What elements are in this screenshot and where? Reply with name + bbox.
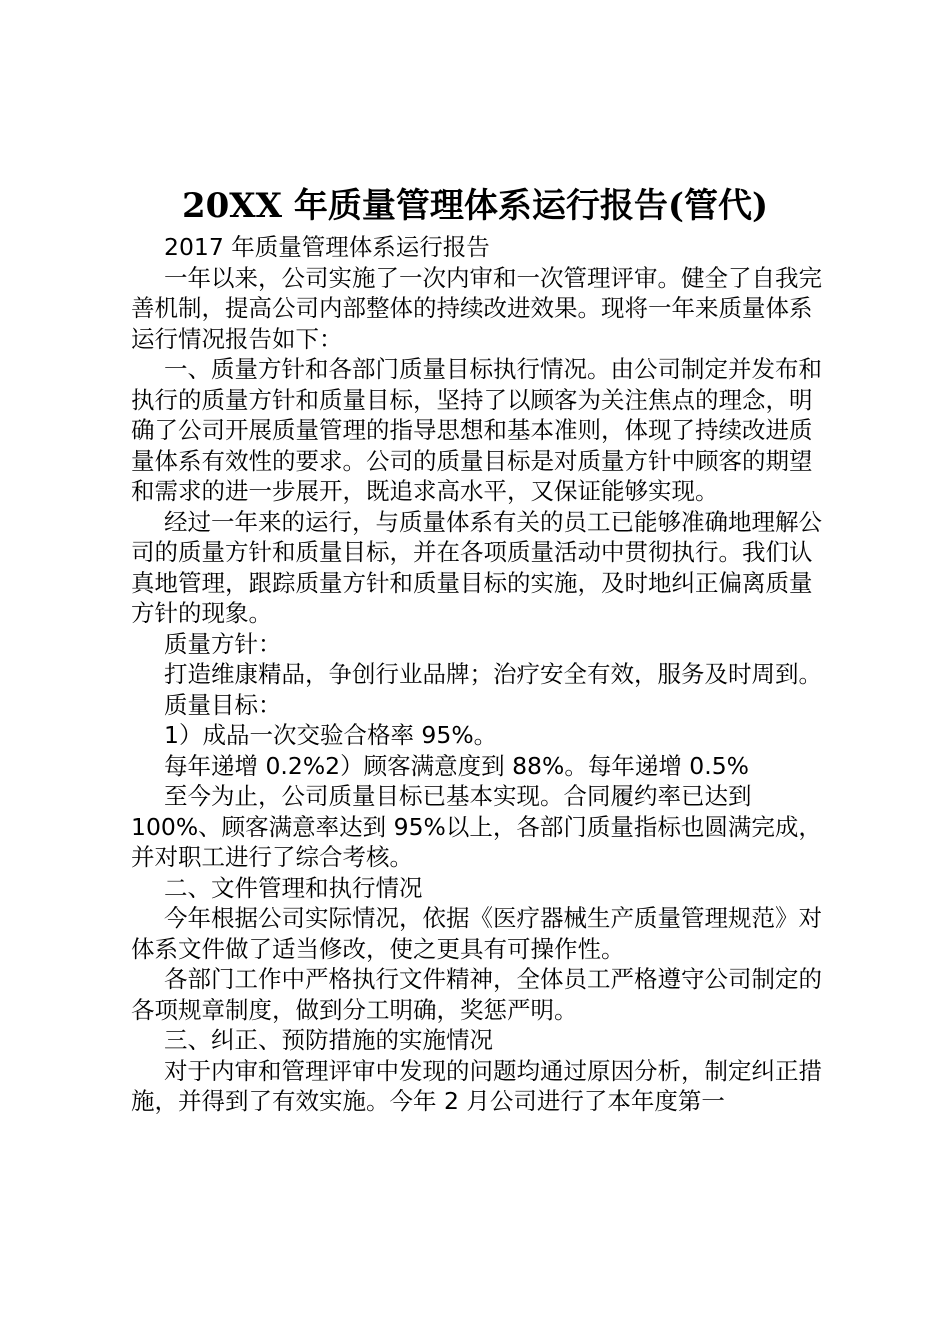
paragraph: 至今为止，公司质量目标已基本实现。合同履约率已达到 100%、顾客满意率达到 95%以上，各部门质量指标也圆满完成，并对职工进行了综合考核。 <box>131 782 822 871</box>
paragraph: 各部门工作中严格执行文件精神，全体员工严格遵守公司制定的各项规章制度，做到分工明确，奖惩严明。 <box>131 965 822 1024</box>
paragraph-intro: 一年以来，公司实施了一次内审和一次管理评审。健全了自我完善机制，提高公司内部整体的持续改进效果。现将一年来质量体系运行情况报告如下： <box>131 263 822 353</box>
paragraph-section-2: 二、文件管理和执行情况 <box>164 873 423 902</box>
paragraph-goal-2: 每年递增 0.2%2）顾客满意度到 88%。每年递增 0.5% <box>164 751 749 780</box>
paragraph-policy: 打造维康精品，争创行业品牌；治疗安全有效，服务及时周到。 <box>164 660 822 688</box>
paragraph: 经过一年来的运行，与质量体系有关的员工已能够准确地理解公司的质量方针和质量目标，并在各项质量活动中贯彻执行。我们认真地管理，跟踪质量方针和质量目标的实施，及时地纠正偏离质量方针的现象。 <box>131 507 822 627</box>
paragraph: 今年根据公司实际情况，依据《医疗器械生产质量管理规范》对体系文件做了适当修改，使之更具有可操作性。 <box>131 904 822 963</box>
paragraph-policy-heading: 质量方针： <box>164 629 282 658</box>
document-title: 20XX 年质量管理体系运行报告(管代) <box>181 186 769 226</box>
paragraph-goals-heading: 质量目标： <box>164 690 282 719</box>
paragraph-goal-1: 1）成品一次交验合格率 95%。 <box>164 721 498 749</box>
document-body <box>131 232 831 1117</box>
paragraph-subtitle: 2017 年质量管理体系运行报告 <box>164 233 490 261</box>
paragraph-section-3: 三、纠正、预防措施的实施情况 <box>164 1026 493 1054</box>
paragraph: 对于内审和管理评审中发现的问题均通过原因分析，制定纠正措施，并得到了有效实施。今年 2 月公司进行了本年度第一 <box>131 1056 822 1115</box>
paragraph-section-1: 一、质量方针和各部门质量目标执行情况。由公司制定并发布和执行的质量方针和质量目标，坚持了以顾客为关注焦点的理念，明确了公司开展质量管理的指导思想和基本准则，体现了持续改进质量体系有效性的要求。公司的质量目标是对质量方针中顾客的期望和需求的进一步展开，既追求高水平，又保证能够实现。 <box>131 355 822 505</box>
